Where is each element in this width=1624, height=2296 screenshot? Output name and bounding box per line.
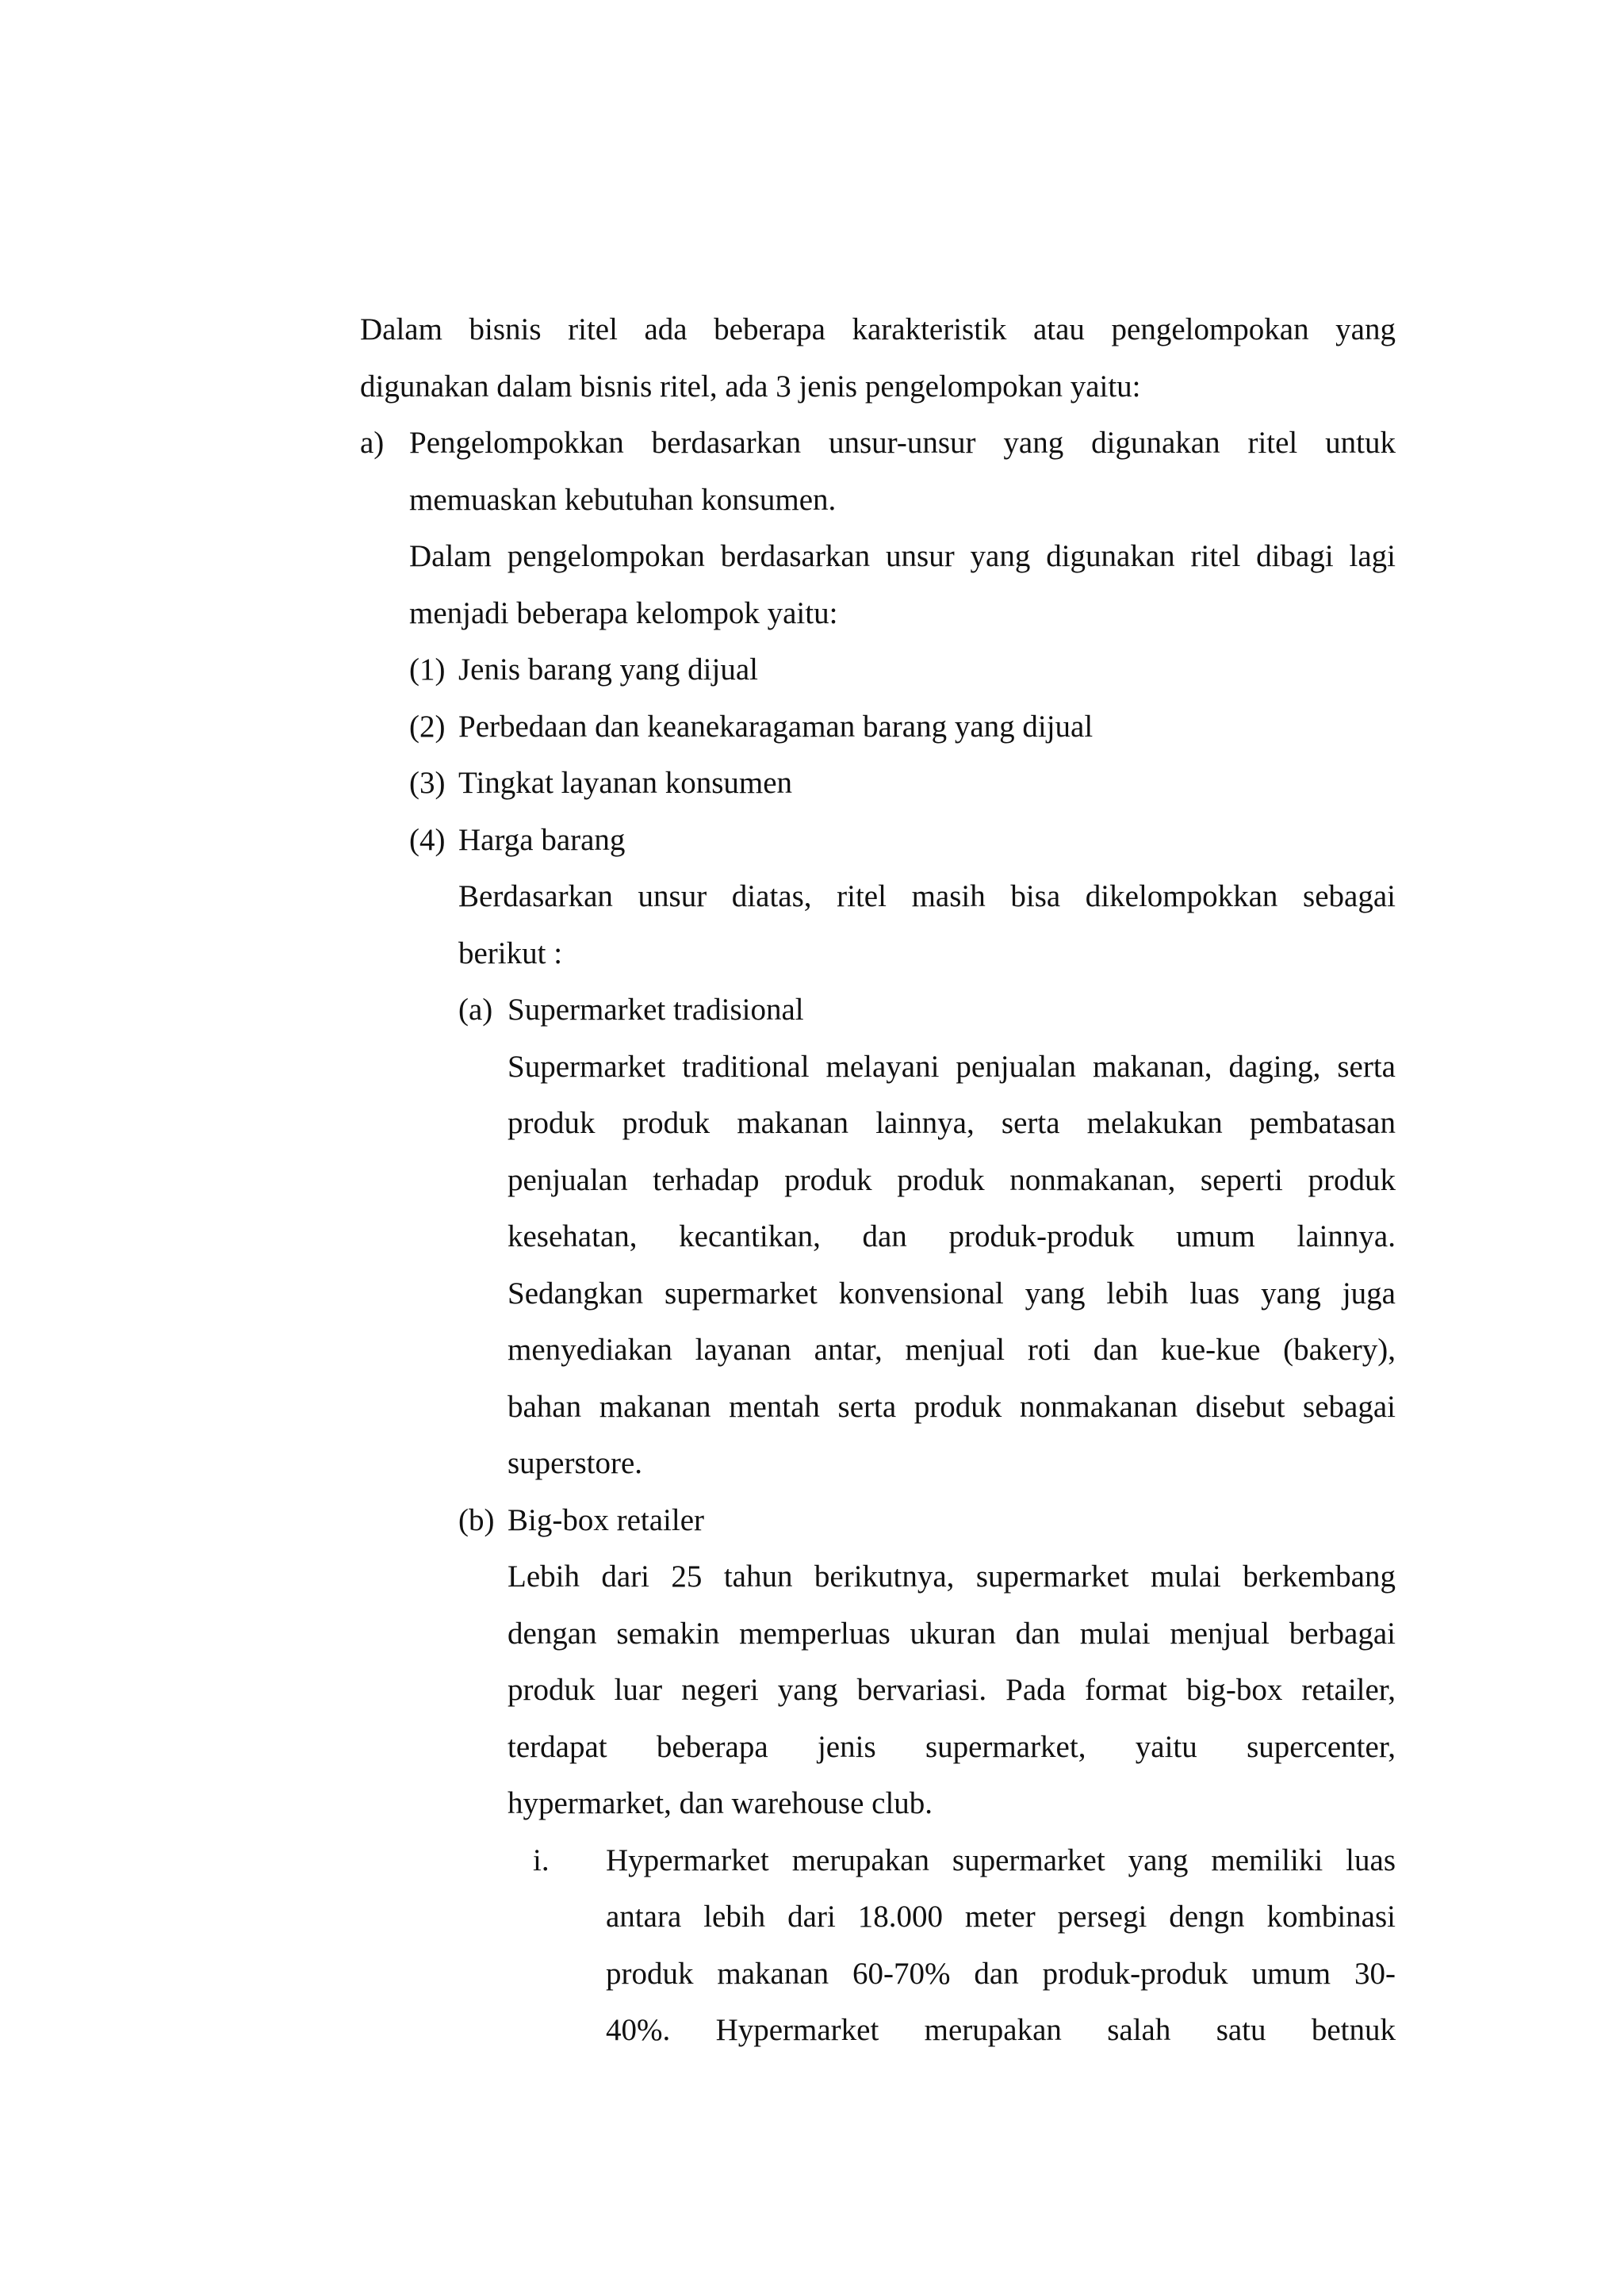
paragraph-line: kesehatan, kecantikan, dan produk-produk umum lainnya. — [508, 1219, 1396, 1253]
subsection-item-a — [360, 982, 1396, 1039]
list-label: (1) — [409, 652, 446, 687]
paragraph-line: hypermarket, dan warehouse club. — [508, 1786, 933, 1820]
paragraph-line: memuaskan kebutuhan konsumen. — [409, 482, 837, 517]
list-label: (2) — [409, 709, 446, 744]
roman-item-i — [360, 1832, 1396, 1889]
paragraph-line: antara lebih dari 18.000 meter persegi dengn kombinasi — [606, 1900, 1396, 1934]
paragraph-line: Supermarket traditional melayani penjualan makanan, daging, serta — [508, 1049, 1396, 1084]
paragraph-line: dengan semakin memperluas ukuran dan mulai menjual berbagai — [508, 1616, 1396, 1651]
subsection-title: Supermarket tradisional — [508, 993, 804, 1027]
numbered-item — [360, 812, 1396, 869]
paragraph-line: Dalam bisnis ritel ada beberapa karakteristik atau pengelompokan yang — [360, 312, 1396, 346]
numbered-item — [360, 755, 1396, 812]
list-item-text: Hypermarket merupakan supermarket yang memiliki luas — [606, 1843, 1396, 1877]
list-item-text: Tingkat layanan konsumen — [458, 766, 793, 800]
list-label: (b) — [458, 1502, 495, 1537]
subsection-title: Big-box retailer — [508, 1502, 704, 1537]
paragraph-line: superstore. — [508, 1446, 643, 1480]
paragraph-line: Lebih dari 25 tahun berikutnya, supermarket mulai berkembang — [508, 1559, 1396, 1594]
paragraph-line: Berdasarkan unsur diatas, ritel masih bisa dikelompokkan sebagai — [458, 879, 1396, 913]
list-item-text: Jenis barang yang dijual — [458, 652, 758, 687]
paragraph-line: terdapat beberapa jenis supermarket, yaitu supercenter, — [508, 1729, 1396, 1764]
paragraph-line: Sedangkan supermarket konvensional yang lebih luas yang juga — [508, 1276, 1396, 1311]
subsection-item-b — [360, 1492, 1396, 1549]
numbered-item — [360, 698, 1396, 756]
list-label: i. — [533, 1843, 550, 1877]
list-item-text: Harga barang — [458, 822, 626, 857]
paragraph-line: penjualan terhadap produk produk nonmakanan, seperti produk — [508, 1162, 1396, 1197]
paragraph-line: 40%. Hypermarket merupakan salah satu betnuk — [606, 2013, 1396, 2047]
list-label: (4) — [409, 822, 446, 857]
paragraph-line: Dalam pengelompokan berdasarkan unsur yang digunakan ritel dibagi lagi — [409, 539, 1396, 573]
paragraph-line: bahan makanan mentah serta produk nonmakanan disebut sebagai — [508, 1389, 1396, 1424]
paragraph-line: menyediakan layanan antar, menjual roti dan kue-kue (bakery), — [508, 1333, 1396, 1367]
paragraph-line: produk produk makanan lainnya, serta melakukan pembatasan — [508, 1106, 1396, 1140]
list-item-text: Pengelompokkan berdasarkan unsur-unsur yang digunakan ritel untuk — [409, 426, 1396, 460]
list-label: (3) — [409, 766, 446, 800]
paragraph-line: produk luar negeri yang bervariasi. Pada format big-box retailer, — [508, 1673, 1396, 1707]
list-label: a) — [360, 426, 385, 460]
list-item-text: Perbedaan dan keanekaragaman barang yang dijual — [458, 709, 1094, 744]
paragraph-line: digunakan dalam bisnis ritel, ada 3 jenis pengelompokan yaitu: — [360, 369, 1141, 404]
list-item-a — [360, 415, 1396, 472]
list-label: (a) — [458, 993, 493, 1027]
document-body — [360, 301, 1396, 2059]
numbered-item — [360, 641, 1396, 698]
paragraph-line: berikut : — [458, 936, 563, 970]
paragraph-line: menjadi beberapa kelompok yaitu: — [409, 595, 838, 630]
paragraph-line: produk makanan 60-70% dan produk-produk umum 30- — [606, 1956, 1396, 1991]
